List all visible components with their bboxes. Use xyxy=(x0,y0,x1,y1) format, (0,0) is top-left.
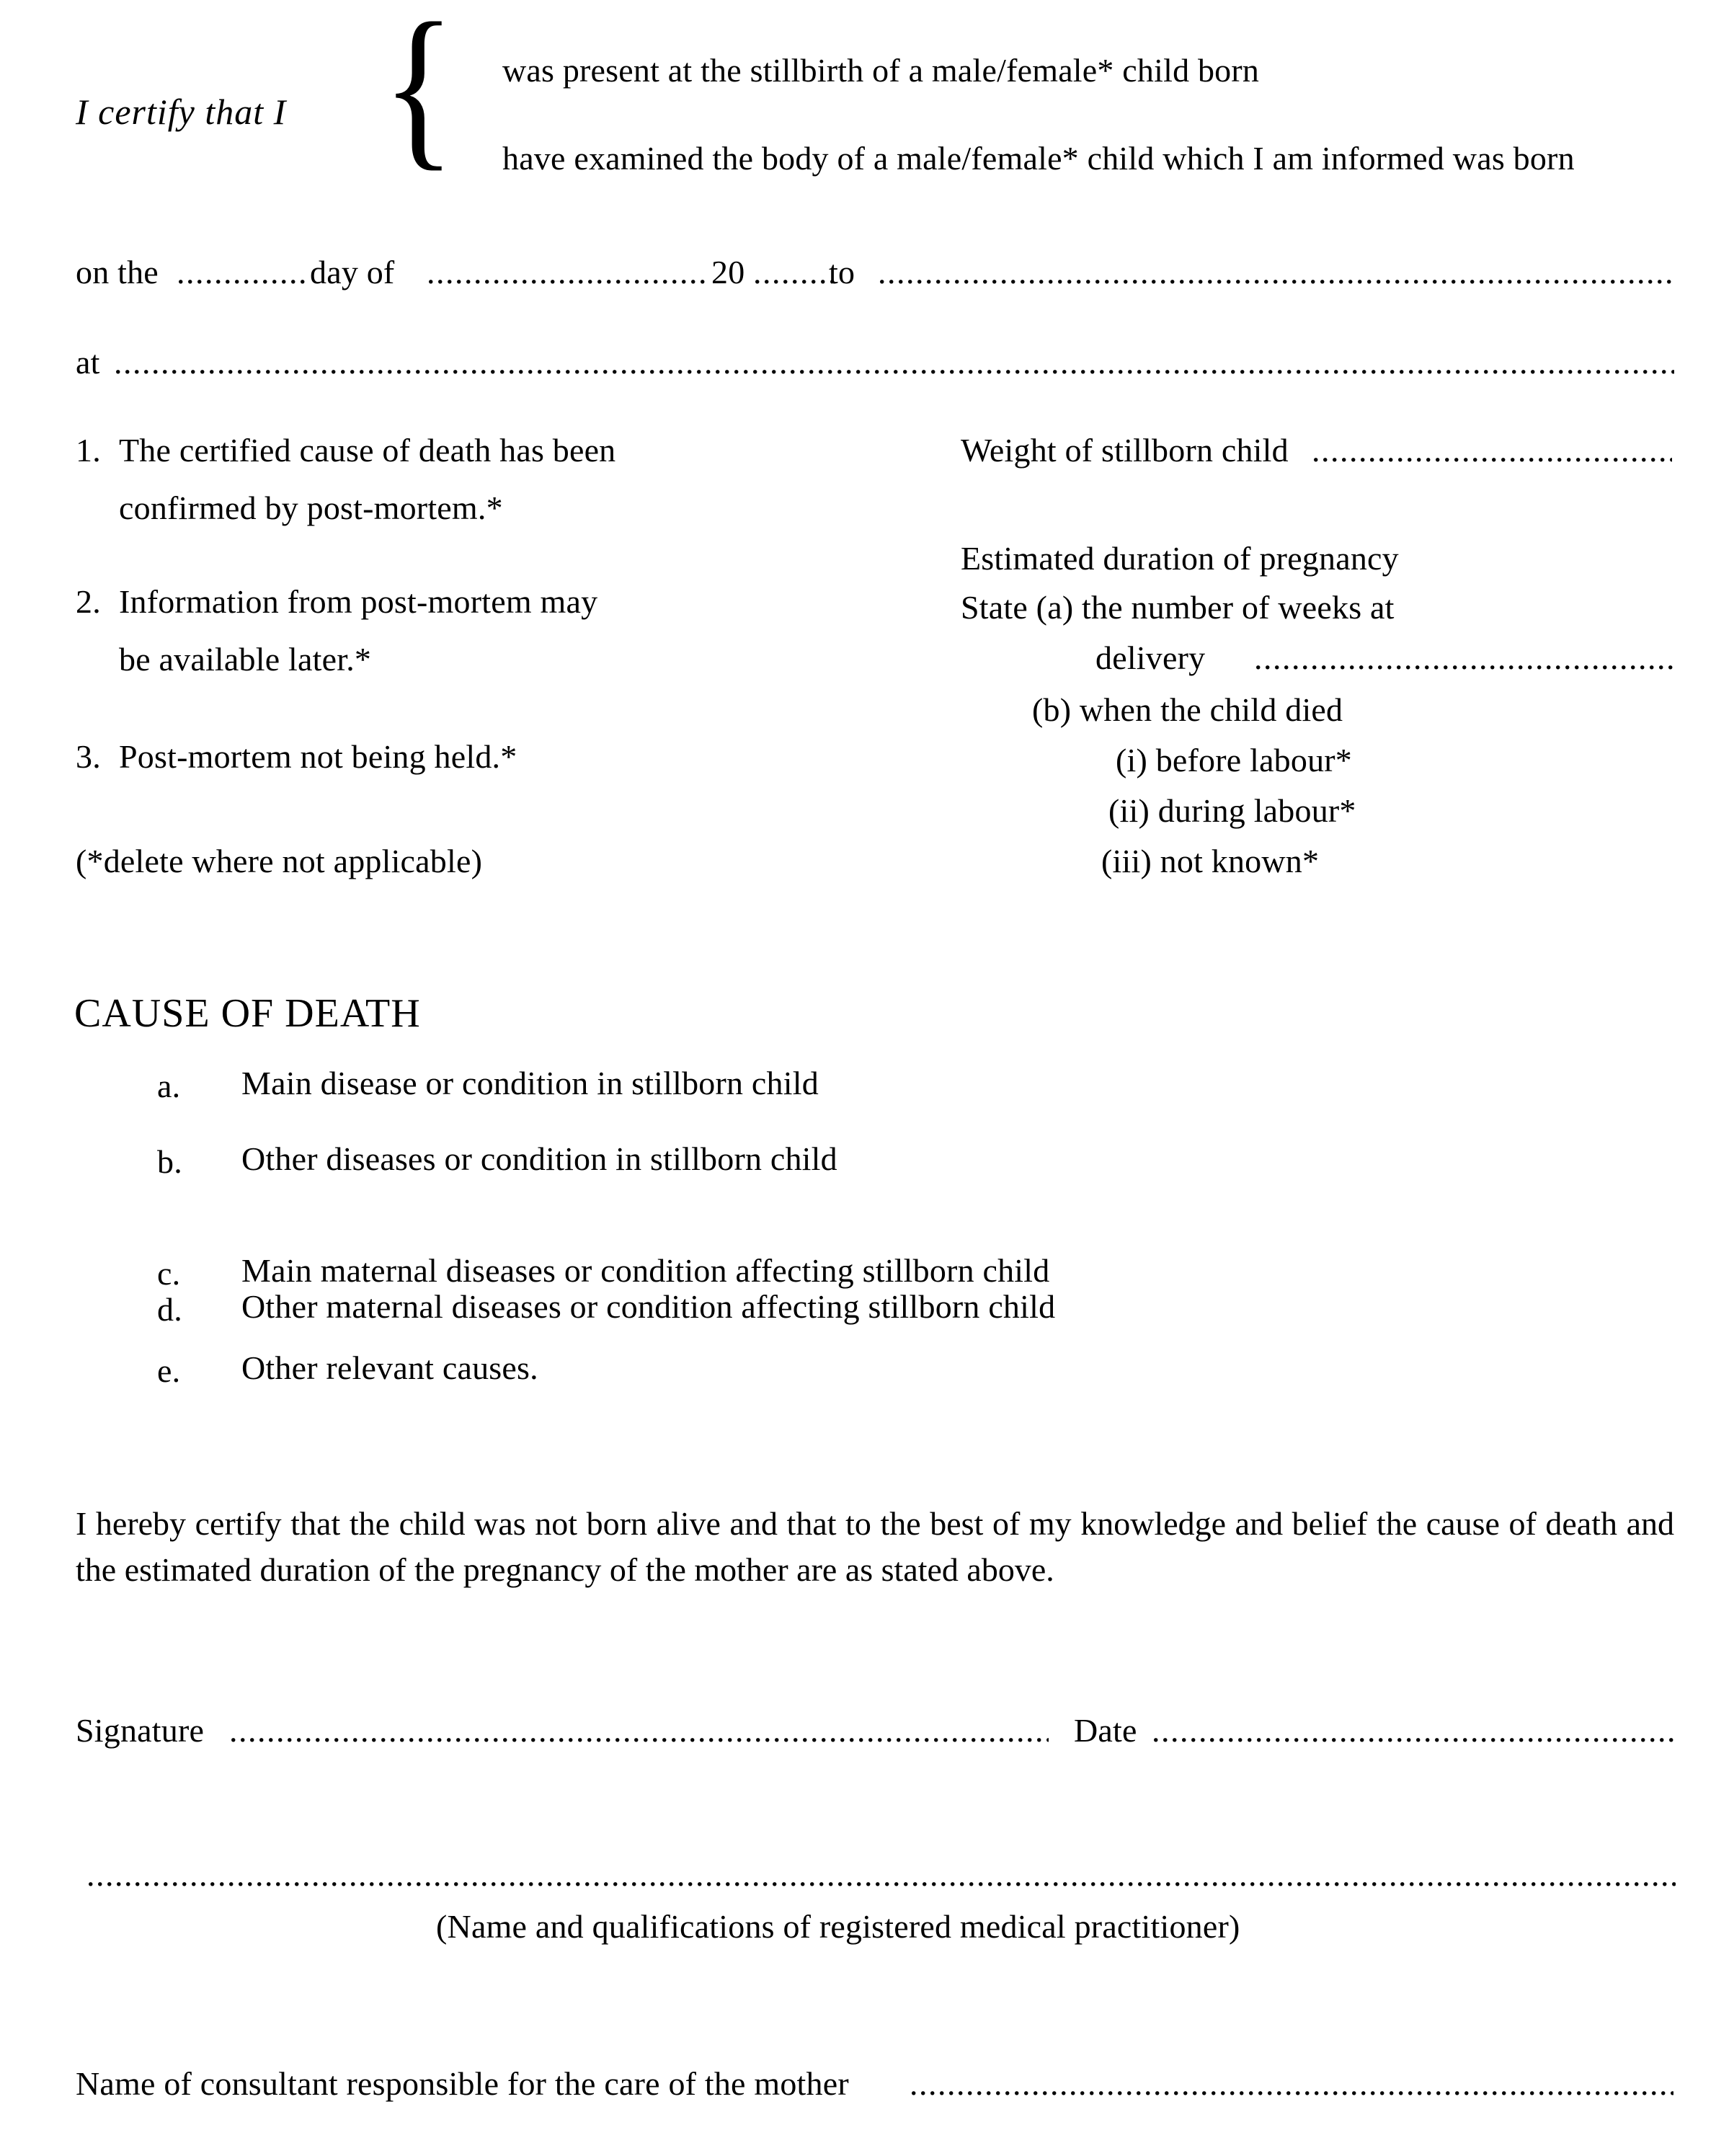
postmortem-option-3-line1: Post-mortem not being held.* xyxy=(119,738,517,775)
cause-item-e-letter: e. xyxy=(157,1352,181,1389)
sub-item-not-known: (iii) not known* xyxy=(1101,843,1320,879)
delivery-weeks-field-dots[interactable] xyxy=(1254,642,1673,675)
option-line-present-at-stillbirth: was present at the stillbirth of a male/female* child born xyxy=(502,52,1260,89)
day-field-dots[interactable] xyxy=(177,256,306,289)
day-of-label: day of xyxy=(310,254,395,290)
practitioner-caption: (Name and qualifications of registered medical practitioner) xyxy=(436,1908,1240,1945)
state-b-when-child-died-label: (b) when the child died xyxy=(1032,691,1343,728)
postmortem-option-3-number: 3. xyxy=(76,738,101,775)
cause-item-d-text: Other maternal diseases or condition affecting stillborn child xyxy=(241,1288,1056,1325)
weight-of-stillborn-child-label: Weight of stillborn child xyxy=(961,432,1289,469)
state-a-weeks-at-label: State (a) the number of weeks at xyxy=(961,589,1395,626)
postmortem-option-2-line2: be available later.* xyxy=(119,641,372,678)
cause-item-c-text: Main maternal diseases or condition affecting stillborn child xyxy=(241,1252,1050,1289)
cause-item-a-letter: a. xyxy=(157,1068,181,1104)
consultant-label: Name of consultant responsible for the care of the mother xyxy=(76,2065,849,2102)
cause-item-a-text: Main disease or condition in stillborn child xyxy=(241,1065,819,1101)
delivery-label: delivery xyxy=(1095,639,1206,676)
practitioner-name-field-dots[interactable] xyxy=(86,1858,1676,1891)
cause-item-e-text: Other relevant causes. xyxy=(241,1349,538,1386)
cause-item-d-letter: d. xyxy=(157,1291,182,1328)
weight-field-dots[interactable] xyxy=(1312,434,1672,467)
cause-of-death-heading: CAUSE OF DEATH xyxy=(74,991,421,1036)
signature-label: Signature xyxy=(76,1712,205,1749)
cause-item-b-text: Other diseases or condition in stillborn child xyxy=(241,1140,837,1177)
curly-brace-icon: { xyxy=(382,0,455,186)
date-label: Date xyxy=(1074,1712,1137,1749)
year-field-dots[interactable] xyxy=(753,256,832,289)
delete-where-not-applicable-note: (*delete where not applicable) xyxy=(76,843,483,879)
date-field-dots[interactable] xyxy=(1152,1714,1674,1747)
place-field-dots[interactable] xyxy=(114,346,1674,379)
postmortem-option-1-line1: The certified cause of death has been xyxy=(119,432,616,469)
postmortem-option-2-number: 2. xyxy=(76,583,101,620)
consultant-field-dots[interactable] xyxy=(910,2067,1673,2100)
postmortem-option-2-line1: Information from post-mortem may xyxy=(119,583,598,620)
certify-label: I certify that I xyxy=(76,92,287,132)
on-the-label: on the xyxy=(76,254,159,290)
cause-item-b-letter: b. xyxy=(157,1143,182,1180)
estimated-duration-heading: Estimated duration of pregnancy xyxy=(961,540,1399,577)
option-line-examined-body: have examined the body of a male/female* child which I am informed was born xyxy=(502,140,1575,177)
at-label: at xyxy=(76,344,100,381)
to-field-dots[interactable] xyxy=(878,256,1674,289)
cause-item-c-letter: c. xyxy=(157,1255,181,1292)
sub-item-during-labour: (ii) during labour* xyxy=(1108,792,1356,829)
month-field-dots[interactable] xyxy=(427,256,708,289)
year-prefix-label: 20 xyxy=(711,254,745,290)
signature-field-dots[interactable] xyxy=(229,1714,1049,1747)
postmortem-option-1-line2: confirmed by post-mortem.* xyxy=(119,489,503,526)
to-label: to xyxy=(829,254,855,290)
declaration-paragraph: I hereby certify that the child was not born alive and that to the best of my knowledge and belief the cause of death and the estimated duration of the pregnancy of the mother are as stated above. xyxy=(76,1505,1674,1588)
postmortem-option-1-number: 1. xyxy=(76,432,101,469)
sub-item-before-labour: (i) before labour* xyxy=(1116,742,1353,778)
